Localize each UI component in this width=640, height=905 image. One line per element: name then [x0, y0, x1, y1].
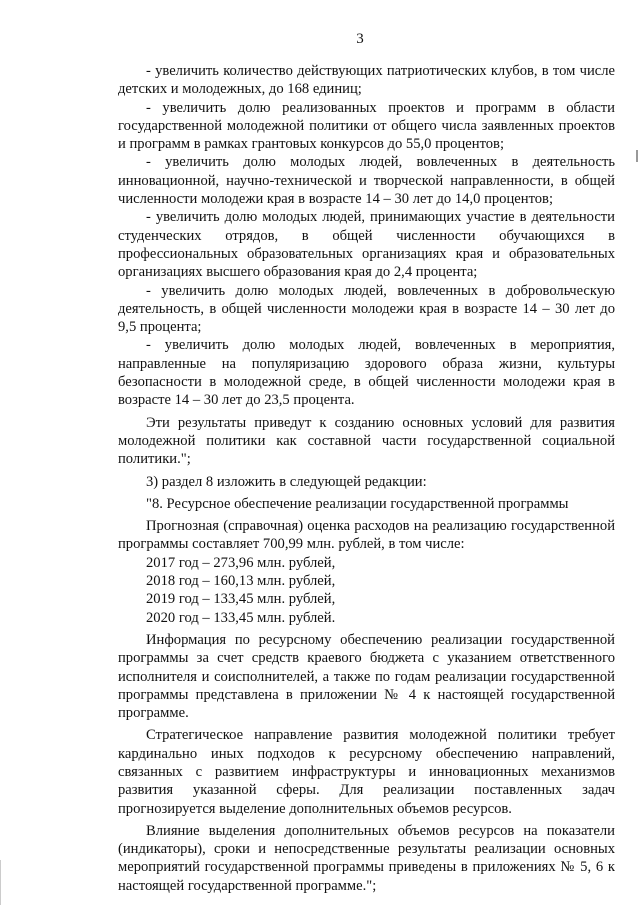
paragraph-grant-projects: - увеличить долю реализованных проектов и программ в области государственной молодежной политики от общего числа заявленных проектов и программ в рамках грантовых конкурсов до 55,0 процентов; — [118, 99, 615, 153]
year-line-2020: 2020 год – 133,45 млн. рублей. — [146, 609, 336, 626]
paragraph-healthy-lifestyle: - увеличить долю молодых людей, вовлеченных в мероприятия, направленные на популяризацию здорового образа жизни, культуры безопасности в молодежной среде, в общей численности молодежи края в возрасте 14 – 30 лет до 23,5 процента. — [118, 337, 615, 409]
paragraph-student-teams: - увеличить долю молодых людей, принимающих участие в деятельности студенческих отрядов, в общей численности обучающихся в профессиональных образовательных организациях края и образовательных организациях высшего образования края до 2,4 процента; — [118, 209, 615, 281]
section-heading: "8. Ресурсное обеспечение реализации государственной программы — [146, 495, 569, 512]
document-body — [118, 62, 615, 895]
paragraph-section-8-intro: 3) раздел 8 изложить в следующей редакции: — [146, 473, 427, 490]
scan-left-edge — [0, 860, 1, 905]
paragraph-strategic-direction: Стратегическое направление развития молодежной политики требует кардинально иных подходов к ресурсному обеспечению направлений, связанных с развитием инфраструктуры и инновационных механизмов развития указанной сферы. Для реализации поставленных задач прогнозируется выделение дополнительных объемов ресурсов. — [118, 727, 615, 817]
year-line-2018: 2018 год – 160,13 млн. рублей, — [146, 573, 336, 590]
scan-edge-mark — [636, 150, 638, 162]
paragraph-resource-info: Информация по ресурсному обеспечению реализации государственной программы за счет средств краевого бюджета с указанием ответственного исполнителя и соисполнителей, а также по годам реализации государственной программы представлена в приложении № 4 к настоящей государственной программе. — [118, 631, 615, 722]
page-number: 3 — [356, 31, 364, 47]
paragraph-additional-resources: Влияние выделения дополнительных объемов ресурсов на показатели (индикаторы), сроки и непосредственные результаты реализации основных мероприятий государственной программы приведены в приложениях № 5, 6 к настоящей государственной программе."; — [118, 822, 615, 894]
paragraph-results: Эти результаты приведут к созданию основных условий для развития молодежной политики как составной части государственной социальной политики."; — [118, 414, 615, 468]
paragraph-innovation-youth: - увеличить долю молодых людей, вовлеченных в деятельность инновационной, научно-технической и творческой направленности, в общей численности молодежи края в возрасте 14 – 30 лет до 14,0 процентов; — [118, 154, 615, 208]
paragraph-forecast-cost: Прогнозная (справочная) оценка расходов на реализацию государственной программы составляет 700,99 млн. рублей, в том числе: — [118, 518, 615, 553]
paragraph-volunteering: - увеличить долю молодых людей, вовлеченных в добровольческую деятельность, в общей численности молодежи края в возрасте 14 – 30 лет до 9,5 процента; — [118, 282, 615, 336]
year-line-2017: 2017 год – 273,96 млн. рублей, — [146, 554, 336, 571]
paragraph-patriotic-clubs: - увеличить количество действующих патриотических клубов, в том числе детских и молодежных, до 168 единиц; — [118, 63, 615, 98]
year-line-2019: 2019 год – 133,45 млн. рублей, — [146, 591, 336, 608]
